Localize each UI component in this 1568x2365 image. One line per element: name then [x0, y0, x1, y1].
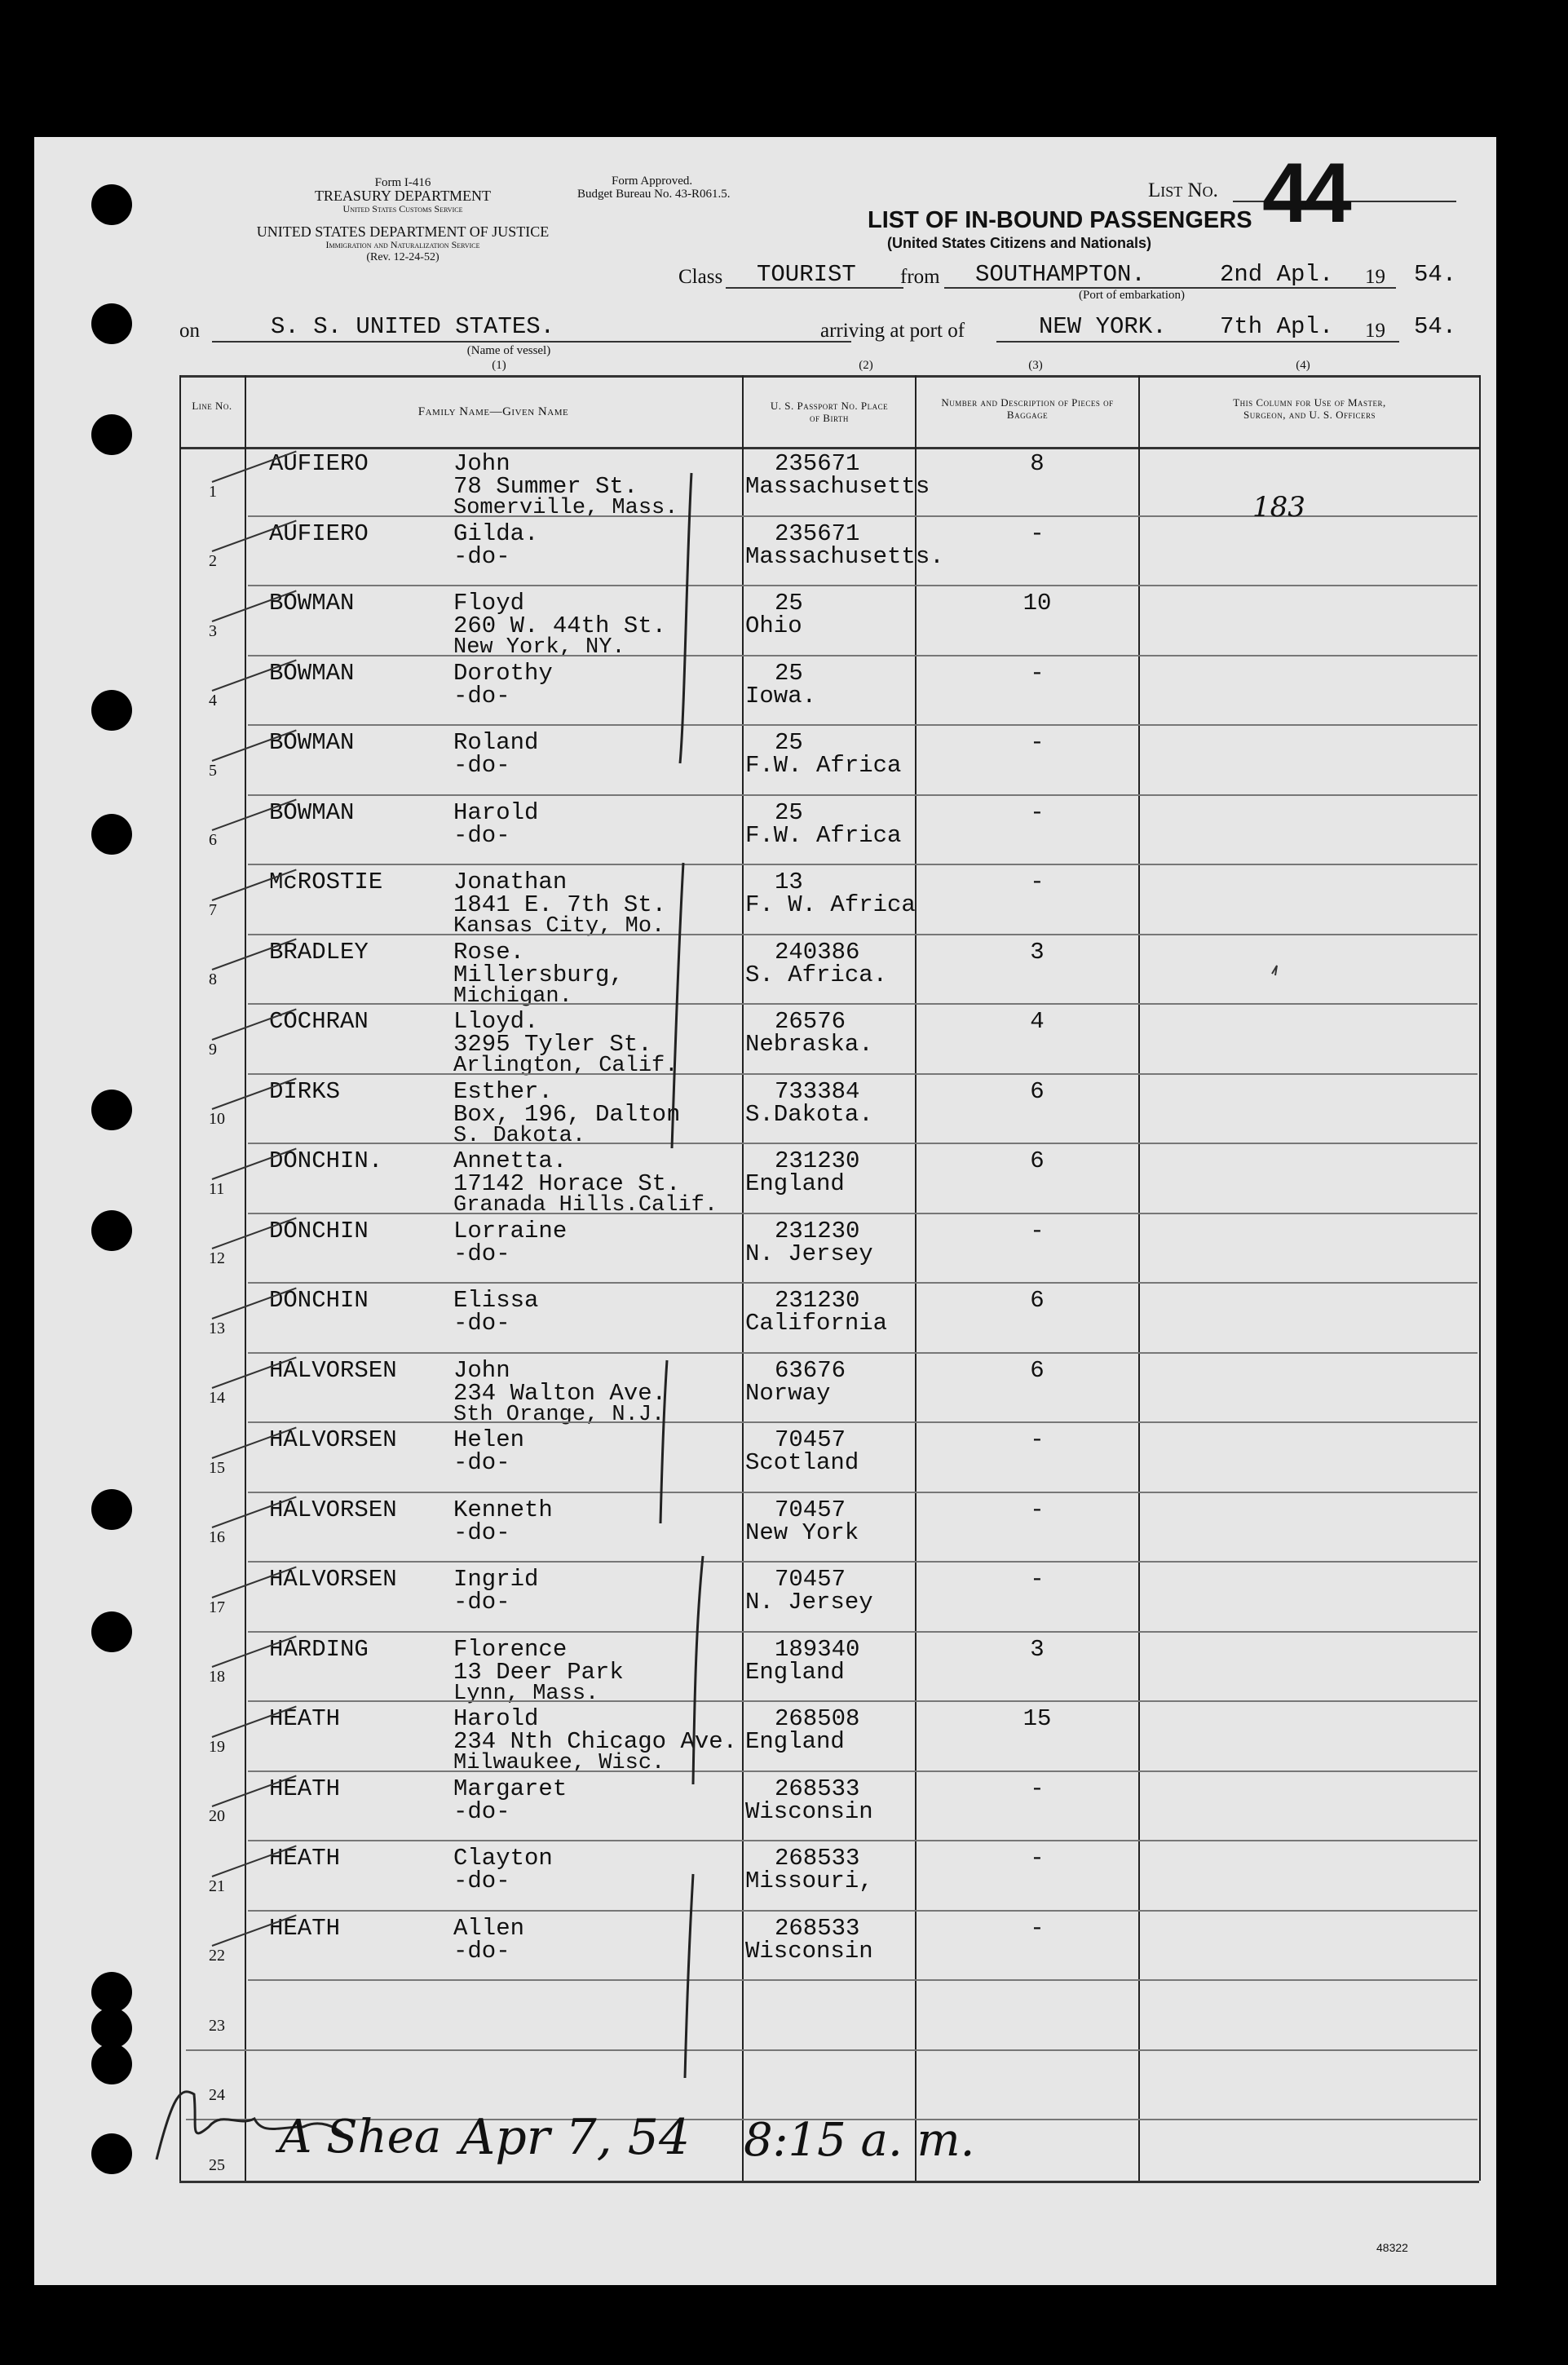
place-of-birth: Massachusetts	[745, 473, 930, 500]
given-name: Gilda.	[453, 519, 539, 547]
given-name: Clayton	[453, 1845, 553, 1872]
passport-number: 70457	[775, 1426, 846, 1453]
line-number: 21	[209, 1877, 225, 1895]
list-number-label: List No.	[1148, 179, 1218, 201]
given-name: Ingrid	[453, 1566, 539, 1593]
baggage-count: -	[1030, 1914, 1045, 1942]
inspection-time: 8:15 a. m.	[744, 2114, 975, 2167]
baggage-count: -	[1030, 869, 1045, 895]
address-line-1: Box, 196, Dalton	[453, 1100, 681, 1128]
place-of-birth: Missouri,	[745, 1868, 873, 1894]
baggage-count: -	[1030, 519, 1045, 547]
year-prefix: 19	[1365, 320, 1385, 342]
embarkation-year: 54.	[1414, 261, 1457, 288]
address-line-1: 3295 Tyler St.	[453, 1031, 652, 1058]
family-name: BOWMAN	[269, 729, 355, 756]
passport-number: 25	[775, 590, 803, 617]
address-line-1: 17142 Horace St.	[453, 1170, 681, 1197]
family-name: HALVORSEN	[269, 1356, 397, 1384]
baggage-count: 6	[1030, 1356, 1045, 1384]
family-name: DONCHIN.	[269, 1147, 383, 1174]
address-line-1: 13 Deer Park	[453, 1658, 624, 1686]
given-name: Annetta.	[453, 1147, 568, 1174]
passport-number: 231230	[775, 1217, 860, 1244]
customs-service: United States Customs Service	[342, 203, 463, 214]
punch-hole	[91, 303, 132, 344]
immigration-service: Immigration and Naturalization Service	[325, 239, 480, 250]
line-number: 6	[209, 831, 217, 849]
address-line-1: 78 Summer St.	[453, 473, 638, 500]
department-treasury: TREASURY DEPARTMENT	[314, 188, 492, 204]
family-name: DONCHIN	[269, 1217, 369, 1244]
passport-number: 240386	[775, 938, 860, 966]
column-header-name: Family Name—Given Name	[417, 405, 569, 418]
baggage-count: -	[1030, 1845, 1045, 1872]
manifest-subtitle: (United States Citizens and Nationals)	[887, 235, 1152, 251]
address-line-1: -do-	[453, 752, 510, 779]
place-of-birth: England	[745, 1658, 845, 1686]
baggage-count: 3	[1030, 938, 1045, 966]
passport-number: 733384	[775, 1077, 860, 1105]
baggage-count: -	[1030, 798, 1045, 826]
port-of-embarkation: SOUTHAMPTON.	[975, 261, 1146, 288]
line-number: 10	[209, 1110, 225, 1128]
inspection-date: Apr 7, 54	[460, 2109, 691, 2166]
passport-number: 25	[775, 729, 803, 756]
list-number: 44	[1262, 146, 1347, 241]
punch-hole	[91, 1210, 132, 1251]
given-name: Lloyd.	[453, 1008, 539, 1035]
place-of-birth: England	[745, 1728, 845, 1755]
place-of-birth: Nebraska.	[745, 1031, 873, 1058]
passport-number: 235671	[775, 450, 860, 477]
punch-hole	[91, 414, 132, 455]
line-number: 14	[209, 1389, 225, 1407]
baggage-count: 15	[1023, 1705, 1052, 1732]
family-name: BRADLEY	[269, 938, 369, 966]
line-number: 2	[209, 552, 217, 570]
column-header-baggage: Number and Description of Pieces of Baggage	[941, 396, 1114, 421]
column-number-4: (4)	[1296, 359, 1310, 372]
passport-number: 25	[775, 659, 803, 687]
baggage-count: 10	[1023, 590, 1052, 617]
place-of-birth: California	[745, 1310, 888, 1337]
place-of-birth: Wisconsin	[745, 1797, 873, 1825]
given-name: John	[453, 450, 510, 477]
arrival-year: 54.	[1414, 313, 1457, 340]
class-value: TOURIST	[757, 261, 856, 288]
given-name: Harold	[453, 1705, 539, 1732]
family-name: HEATH	[269, 1705, 341, 1732]
baggage-count: 8	[1030, 450, 1045, 477]
place-of-birth: F. W. Africa	[745, 891, 916, 918]
punch-hole	[91, 814, 132, 855]
family-name: DONCHIN	[269, 1287, 369, 1314]
family-name: HALVORSEN	[269, 1566, 397, 1593]
baggage-count: 4	[1030, 1008, 1045, 1035]
passport-number: 189340	[775, 1635, 860, 1663]
line-number: 25	[209, 2155, 225, 2174]
punch-hole	[91, 2044, 132, 2084]
form-print-code: 48322	[1376, 2241, 1408, 2254]
place-of-birth: Wisconsin	[745, 1937, 873, 1965]
passport-number: 268533	[775, 1775, 860, 1802]
family-name: BOWMAN	[269, 659, 355, 687]
passport-number: 235671	[775, 519, 860, 547]
place-of-birth: S. Africa.	[745, 961, 888, 988]
address-line-2: Arlington, Calif.	[453, 1054, 678, 1078]
line-number: 22	[209, 1947, 225, 1965]
family-name: McROSTIE	[269, 869, 383, 895]
revision-date: (Rev. 12-24-52)	[366, 251, 439, 263]
family-name: DIRKS	[269, 1077, 341, 1105]
line-number: 1	[209, 482, 217, 501]
embarkation-date: 2nd Apl.	[1220, 261, 1334, 288]
passport-number: 70457	[775, 1496, 846, 1523]
baggage-count: -	[1030, 1775, 1045, 1802]
line-number: 3	[209, 621, 217, 640]
baggage-count: 6	[1030, 1147, 1045, 1174]
budget-bureau: Budget Bureau No. 43-R061.5.	[577, 188, 731, 201]
family-name: COCHRAN	[269, 1008, 369, 1035]
punch-hole	[91, 1090, 132, 1130]
place-of-birth: F.W. Africa	[745, 821, 902, 849]
baggage-count: -	[1030, 1496, 1045, 1523]
given-name: Elissa	[453, 1287, 539, 1314]
address-line-2: Somerville, Mass.	[453, 496, 678, 520]
embarkation-caption: (Port of embarkation)	[1079, 289, 1185, 302]
given-name: Allen	[453, 1914, 525, 1942]
given-name: Kenneth	[453, 1496, 553, 1523]
baggage-count: -	[1030, 659, 1045, 687]
place-of-birth: Scotland	[745, 1449, 859, 1476]
place-of-birth: Norway	[745, 1379, 831, 1407]
place-of-birth: N. Jersey	[745, 1589, 873, 1616]
passport-number: 26576	[775, 1008, 846, 1035]
punch-hole	[91, 1489, 132, 1530]
line-number: 24	[209, 2086, 225, 2104]
punch-hole	[91, 1972, 132, 2013]
line-number: 12	[209, 1249, 225, 1267]
line-number: 5	[209, 761, 217, 780]
passport-number: 268533	[775, 1914, 860, 1942]
place-of-birth: England	[745, 1170, 845, 1197]
line-number: 16	[209, 1528, 225, 1546]
department-justice: UNITED STATES DEPARTMENT OF JUSTICE	[256, 223, 550, 240]
place-of-birth: New York	[745, 1518, 859, 1546]
line-number: 13	[209, 1319, 225, 1337]
on-label: on	[179, 320, 200, 342]
address-line-1: -do-	[453, 1937, 510, 1965]
manifest-title: LIST OF IN-BOUND PASSENGERS	[868, 207, 1252, 233]
address-line-1: 234 Walton Ave.	[453, 1379, 667, 1407]
vessel-name: S. S. UNITED STATES.	[271, 313, 555, 340]
address-line-1: -do-	[453, 1449, 510, 1476]
baggage-count: 6	[1030, 1287, 1045, 1314]
arrival-port: NEW YORK.	[1039, 313, 1167, 340]
column-number-1: (1)	[492, 359, 506, 372]
baggage-count: -	[1030, 729, 1045, 756]
address-line-1: -do-	[453, 1589, 510, 1616]
address-line-2: S. Dakota.	[453, 1123, 586, 1148]
place-of-birth: Ohio	[745, 612, 802, 639]
column-number-2: (2)	[859, 359, 873, 372]
line-number: 4	[209, 692, 217, 710]
address-line-1: -do-	[453, 1310, 510, 1337]
address-line-1: 234 Nth Chicago Ave.	[453, 1728, 738, 1755]
given-name: Dorothy	[453, 659, 553, 687]
passport-number: 231230	[775, 1147, 860, 1174]
punch-hole	[91, 184, 132, 225]
given-name: Margaret	[453, 1775, 568, 1802]
place-of-birth: S.Dakota.	[745, 1100, 873, 1128]
address-line-2: Granada Hills.Calif.	[453, 1193, 718, 1218]
family-name: HEATH	[269, 1845, 341, 1872]
address-line-2: Milwaukee, Wisc.	[453, 1751, 665, 1775]
address-line-2: Lynn, Mass.	[453, 1681, 599, 1706]
from-label: from	[900, 266, 940, 288]
column-header-officers: This Column for Use of Master, Surgeon, and U. S. Officers	[1233, 396, 1386, 421]
address-line-1: -do-	[453, 1518, 510, 1546]
address-line-2: Michigan.	[453, 984, 572, 1009]
column-number-3: (3)	[1028, 359, 1043, 372]
family-name: HEATH	[269, 1914, 341, 1942]
line-number: 8	[209, 970, 217, 988]
address-line-1: -do-	[453, 542, 510, 570]
given-name: John	[453, 1356, 510, 1384]
form-approved: Form Approved.	[612, 175, 693, 188]
given-name: Esther.	[453, 1077, 553, 1105]
given-name: Jonathan	[453, 869, 568, 895]
column-header-line-no: Line No.	[192, 400, 232, 412]
passenger-manifest-sheet	[34, 137, 1496, 2285]
inspector-signature: A Shea	[279, 2111, 442, 2164]
address-line-1: 260 W. 44th St.	[453, 612, 667, 639]
address-line-1: Millersburg,	[453, 961, 624, 988]
address-line-1: -do-	[453, 821, 510, 849]
address-line-2: Sth Orange, N.J.	[453, 1402, 665, 1427]
punch-hole	[91, 2008, 132, 2049]
address-line-2: Kansas City, Mo.	[453, 914, 665, 939]
passport-number: 13	[775, 869, 803, 895]
passport-number: 25	[775, 798, 803, 826]
line-number: 19	[209, 1737, 225, 1756]
baggage-count: -	[1030, 1426, 1045, 1453]
family-name: HALVORSEN	[269, 1426, 397, 1453]
line-number: 7	[209, 900, 217, 919]
family-name: HEATH	[269, 1775, 341, 1802]
address-line-1: -do-	[453, 682, 510, 710]
given-name: Floyd	[453, 590, 525, 617]
officer-count: 183	[1252, 491, 1305, 524]
given-name: Lorraine	[453, 1217, 568, 1244]
punch-hole	[91, 1611, 132, 1652]
column-header-passport: U. S. Passport No. Place of Birth	[770, 400, 889, 424]
given-name: Rose.	[453, 938, 525, 966]
year-prefix: 19	[1365, 266, 1385, 288]
address-line-1: -do-	[453, 1797, 510, 1825]
line-number: 18	[209, 1668, 225, 1686]
line-number: 11	[209, 1179, 225, 1198]
passport-number: 70457	[775, 1566, 846, 1593]
class-label: Class	[678, 266, 723, 288]
family-name: AUFIERO	[269, 450, 369, 477]
family-name: HARDING	[269, 1635, 369, 1663]
address-line-1: -do-	[453, 1240, 510, 1267]
given-name: Helen	[453, 1426, 525, 1453]
family-name: BOWMAN	[269, 590, 355, 617]
family-name: AUFIERO	[269, 519, 369, 547]
line-number: 9	[209, 1040, 217, 1059]
line-number: 17	[209, 1598, 225, 1616]
arriving-label: arriving at port of	[820, 320, 965, 342]
baggage-count: -	[1030, 1566, 1045, 1593]
handwritten-marks	[34, 137, 1496, 2285]
arrival-date: 7th Apl.	[1220, 313, 1334, 340]
line-number: 20	[209, 1807, 225, 1825]
given-name: Roland	[453, 729, 539, 756]
passport-number: 268533	[775, 1845, 860, 1872]
place-of-birth: Massachusetts.	[745, 542, 944, 570]
baggage-count: 3	[1030, 1635, 1045, 1663]
vessel-caption: (Name of vessel)	[466, 344, 551, 357]
given-name: Harold	[453, 798, 539, 826]
punch-hole	[91, 690, 132, 731]
address-line-2: New York, NY.	[453, 635, 625, 660]
form-number: Form I-416	[374, 176, 431, 189]
baggage-count: -	[1030, 1217, 1045, 1244]
passport-number: 231230	[775, 1287, 860, 1314]
family-name: BOWMAN	[269, 798, 355, 826]
line-number: 15	[209, 1458, 225, 1477]
passport-number: 268508	[775, 1705, 860, 1732]
place-of-birth: N. Jersey	[745, 1240, 873, 1267]
given-name: Florence	[453, 1635, 568, 1663]
family-name: HALVORSEN	[269, 1496, 397, 1523]
address-line-1: -do-	[453, 1868, 510, 1894]
address-line-1: 1841 E. 7th St.	[453, 891, 667, 918]
baggage-count: 6	[1030, 1077, 1045, 1105]
punch-hole	[91, 2133, 132, 2174]
line-number: 23	[209, 2016, 225, 2035]
place-of-birth: Iowa.	[745, 682, 817, 710]
passport-number: 63676	[775, 1356, 846, 1384]
place-of-birth: F.W. Africa	[745, 752, 902, 779]
